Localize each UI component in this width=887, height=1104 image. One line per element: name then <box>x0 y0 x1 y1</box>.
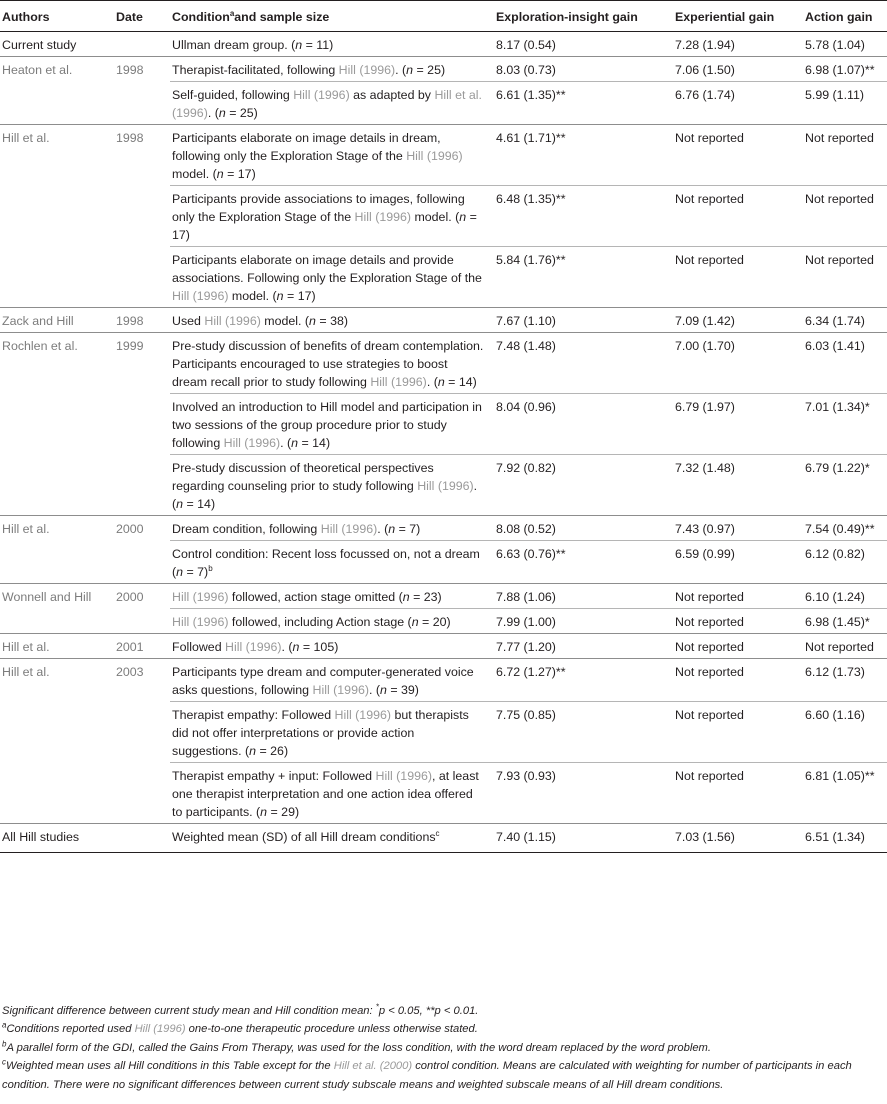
cell-action-gain: 6.12 (1.73) <box>803 659 887 702</box>
cell-authors <box>0 702 114 763</box>
cell-experiential-gain: Not reported <box>673 609 803 634</box>
cell-condition: Ullman dream group. (n = 11) <box>172 38 334 52</box>
cell-experiential-gain: Not reported <box>673 634 803 659</box>
cell-exploration-gain: 7.93 (0.93) <box>494 763 673 824</box>
table-row <box>0 125 887 186</box>
cell-exploration-gain: 7.77 (1.20) <box>494 634 673 659</box>
cell-action-gain: Not reported <box>803 247 887 308</box>
cell-action-gain: 5.99 (1.11) <box>803 82 887 125</box>
cell-date <box>114 763 170 824</box>
cell-action-gain: 7.54 (0.49)** <box>803 516 887 541</box>
cell-action-gain: 6.81 (1.05)** <box>803 763 887 824</box>
cell-date <box>114 247 170 308</box>
cell-date: 1998 <box>114 125 170 186</box>
cell-experiential-gain: Not reported <box>673 659 803 702</box>
cell-experiential-gain: 6.76 (1.74) <box>673 82 803 125</box>
table-row <box>0 541 887 584</box>
cell-exploration-gain: 7.40 (1.15) <box>494 824 673 853</box>
cell-date <box>114 824 170 853</box>
cell-action-gain: Not reported <box>803 186 887 247</box>
cell-exploration-gain: 7.88 (1.06) <box>494 584 673 609</box>
cell-exploration-gain: 8.04 (0.96) <box>494 394 673 455</box>
table-row <box>0 186 887 247</box>
table-row <box>0 57 887 82</box>
cell-action-gain: 6.34 (1.74) <box>803 308 887 333</box>
cell-condition: Weighted mean (SD) of all Hill dream conditions$^c$ <box>170 824 494 853</box>
table-body <box>0 32 887 853</box>
cell-condition: Participants provide associations to images, following only the Exploration Stage of the Hill (1996) model. (n = 17) <box>170 186 494 247</box>
cell-condition: Therapist empathy: Followed Hill (1996) but therapists did not offer interpretations or provide action suggestions. (n = 26) <box>170 702 494 763</box>
cell-authors <box>0 609 114 634</box>
cell-action-gain: Not reported <box>803 125 887 186</box>
cell-exploration-gain: 7.92 (0.82) <box>494 455 673 516</box>
cell-date: 1998 <box>114 57 170 82</box>
cell-condition: Dream condition, following Hill (1996). (n = 7) <box>170 516 494 541</box>
cell-condition: Pre-study discussion of theoretical perspectives regarding counseling prior to study following Hill (1996). (n = 14) <box>170 455 494 516</box>
header-action-gain: Action gain <box>803 1 887 32</box>
cell-date <box>114 609 170 634</box>
cell-condition: Hill (1996) followed, including Action stage (n = 20) <box>170 609 494 634</box>
table-row <box>0 702 887 763</box>
cell-authors <box>0 763 114 824</box>
cell-condition: Hill (1996) followed, action stage omitted (n = 23) <box>170 584 494 609</box>
cell-experiential-gain: 7.09 (1.42) <box>673 308 803 333</box>
cell-condition: Self-guided, following Hill (1996) as adapted by Hill et al. (1996). (n = 25) <box>170 82 494 125</box>
cell-date: 2000 <box>114 584 170 609</box>
table-row <box>0 824 887 853</box>
cell-condition: Followed Hill (1996). (n = 105) <box>170 634 494 659</box>
cell-experiential-gain: Not reported <box>673 763 803 824</box>
cell-authors: Wonnell and Hill <box>0 584 114 609</box>
cell-experiential-gain: 7.32 (1.48) <box>673 455 803 516</box>
cell-date <box>114 394 170 455</box>
cell-condition: Therapist empathy + input: Followed Hill (1996), at least one therapist interpretation and one action idea offered to participants. (n = 29) <box>170 763 494 824</box>
cell-exploration-gain: 8.03 (0.73) <box>494 57 673 82</box>
cell-authors: Hill et al. <box>0 659 114 702</box>
cell-authors: Hill et al. <box>0 516 114 541</box>
cell-authors <box>0 186 114 247</box>
cell-date: 2000 <box>114 516 170 541</box>
cell-exploration-gain: 4.61 (1.71)** <box>494 125 673 186</box>
cell-experiential-gain: Not reported <box>673 186 803 247</box>
cell-exploration-gain: 6.72 (1.27)** <box>494 659 673 702</box>
table-row <box>0 247 887 308</box>
cell-exploration-gain: 7.75 (0.85) <box>494 702 673 763</box>
cell-date: 2003 <box>114 659 170 702</box>
header-condition-suffix: and sample size <box>234 10 330 24</box>
cell-experiential-gain: 7.00 (1.70) <box>673 333 803 394</box>
cell-authors <box>0 247 114 308</box>
cell-authors <box>0 394 114 455</box>
cell-condition: Participants type dream and computer-generated voice asks questions, following Hill (1996). (n = 39) <box>170 659 494 702</box>
table-row <box>0 394 887 455</box>
cell-date <box>114 455 170 516</box>
table-row <box>0 516 887 541</box>
cell-authors: Zack and Hill <box>0 308 114 333</box>
cell-date <box>114 82 170 125</box>
cell-exploration-gain: 6.48 (1.35)** <box>494 186 673 247</box>
note-a: $^a$Conditions reported used Hill (1996) one-to-one therapeutic procedure unless otherwise stated. <box>2 1020 478 1036</box>
table-row <box>0 455 887 516</box>
cell-action-gain: 6.03 (1.41) <box>803 333 887 394</box>
cell-date <box>114 32 170 57</box>
table-row <box>0 308 887 333</box>
table-header-row <box>0 1 887 32</box>
cell-exploration-gain: 7.48 (1.48) <box>494 333 673 394</box>
cell-experiential-gain: Not reported <box>673 702 803 763</box>
cell-action-gain: 6.51 (1.34) <box>803 824 887 853</box>
table-row <box>0 82 887 125</box>
cell-authors: Hill et al. <box>0 125 114 186</box>
note-c: $^c$Weighted mean uses all Hill conditions in this Table except for the Hill et al. (2000) control condition. Means are calculated with weighting for number of participants in each condition. There were no significant differences between current study subscale means and weighted subscale means of all Hill dream conditions. <box>2 1057 852 1091</box>
cell-authors <box>0 82 114 125</box>
note-b: $^b$A parallel form of the GDI, called the Gains From Therapy, was used for the loss condition, with the word dream replaced by the word problem. <box>2 1039 711 1054</box>
cell-condition: Control condition: Recent loss focussed on, not a dream (n = 7)$^b$ <box>170 541 494 584</box>
table-row <box>0 333 887 394</box>
header-condition <box>170 1 494 32</box>
cell-date: 1999 <box>114 333 170 394</box>
table-row <box>0 634 887 659</box>
cell-exploration-gain: 8.17 (0.54) <box>496 38 556 52</box>
cell-date <box>114 186 170 247</box>
cell-authors: All Hill studies <box>0 824 114 853</box>
table-row <box>0 32 887 57</box>
table-row <box>0 609 887 634</box>
cell-action-gain: 6.60 (1.16) <box>803 702 887 763</box>
cell-condition: Participants elaborate on image details and provide associations. Following only the Exploration Stage of the Hill (1996) model. (n = 17) <box>170 247 494 308</box>
cell-experiential-gain: Not reported <box>673 247 803 308</box>
cell-action-gain: 6.98 (1.07)** <box>803 57 887 82</box>
cell-exploration-gain: 8.08 (0.52) <box>494 516 673 541</box>
cell-authors <box>0 541 114 584</box>
table-notes <box>2 1002 885 1094</box>
cell-exploration-gain: 7.99 (1.00) <box>494 609 673 634</box>
cell-action-gain: 7.01 (1.34)* <box>803 394 887 455</box>
cell-condition: Therapist-facilitated, following Hill (1996). (n = 25) <box>170 57 494 82</box>
cell-authors <box>0 455 114 516</box>
header-authors: Authors <box>0 1 114 32</box>
cell-experiential-gain: 7.03 (1.56) <box>673 824 803 853</box>
cell-experiential-gain: 6.79 (1.97) <box>673 394 803 455</box>
cell-condition: Pre-study discussion of benefits of dream contemplation. Participants encouraged to use strategies to boost dream recall prior to study following Hill (1996). (n = 14) <box>170 333 494 394</box>
table-row <box>0 584 887 609</box>
cell-action-gain: 6.79 (1.22)* <box>803 455 887 516</box>
cell-experiential-gain: 7.28 (1.94) <box>675 38 735 52</box>
cell-action-gain: 6.10 (1.24) <box>803 584 887 609</box>
cell-action-gain: 6.12 (0.82) <box>803 541 887 584</box>
cell-exploration-gain: 6.61 (1.35)** <box>494 82 673 125</box>
cell-action-gain: Not reported <box>803 634 887 659</box>
note-significance: Significant difference between current study mean and Hill condition mean: *p < 0.05, **p < 0.01. <box>2 1002 479 1017</box>
cell-date <box>114 702 170 763</box>
cell-exploration-gain: 6.63 (0.76)** <box>494 541 673 584</box>
cell-authors: Heaton et al. <box>0 57 114 82</box>
table-row <box>0 763 887 824</box>
header-exploration-gain: Exploration-insight gain <box>494 1 673 32</box>
cell-authors: Current study <box>2 38 77 52</box>
header-date: Date <box>114 1 170 32</box>
cell-experiential-gain: 7.43 (0.97) <box>673 516 803 541</box>
cell-condition: Participants elaborate on image details in dream, following only the Exploration Stage of the Hill (1996) model. (n = 17) <box>170 125 494 186</box>
table-row <box>0 659 887 702</box>
cell-authors: Rochlen et al. <box>0 333 114 394</box>
cell-experiential-gain: Not reported <box>673 125 803 186</box>
cell-exploration-gain: 7.67 (1.10) <box>494 308 673 333</box>
cell-condition: Involved an introduction to Hill model and participation in two sessions of the group procedure prior to study following Hill (1996). (n = 14) <box>170 394 494 455</box>
cell-action-gain: 5.78 (1.04) <box>805 38 865 52</box>
cell-date <box>114 541 170 584</box>
cell-action-gain: 6.98 (1.45)* <box>803 609 887 634</box>
cell-experiential-gain: Not reported <box>673 584 803 609</box>
cell-experiential-gain: 7.06 (1.50) <box>673 57 803 82</box>
cell-exploration-gain: 5.84 (1.76)** <box>494 247 673 308</box>
header-experiential-gain: Experiential gain <box>673 1 803 32</box>
cell-authors: Hill et al. <box>0 634 114 659</box>
cell-date: 1998 <box>114 308 170 333</box>
header-condition-footnote-mark: a <box>229 8 235 18</box>
cell-condition: Used Hill (1996) model. (n = 38) <box>170 308 494 333</box>
cell-date: 2001 <box>114 634 170 659</box>
cell-experiential-gain: 6.59 (0.99) <box>673 541 803 584</box>
header-condition-text: Condition <box>172 10 230 24</box>
